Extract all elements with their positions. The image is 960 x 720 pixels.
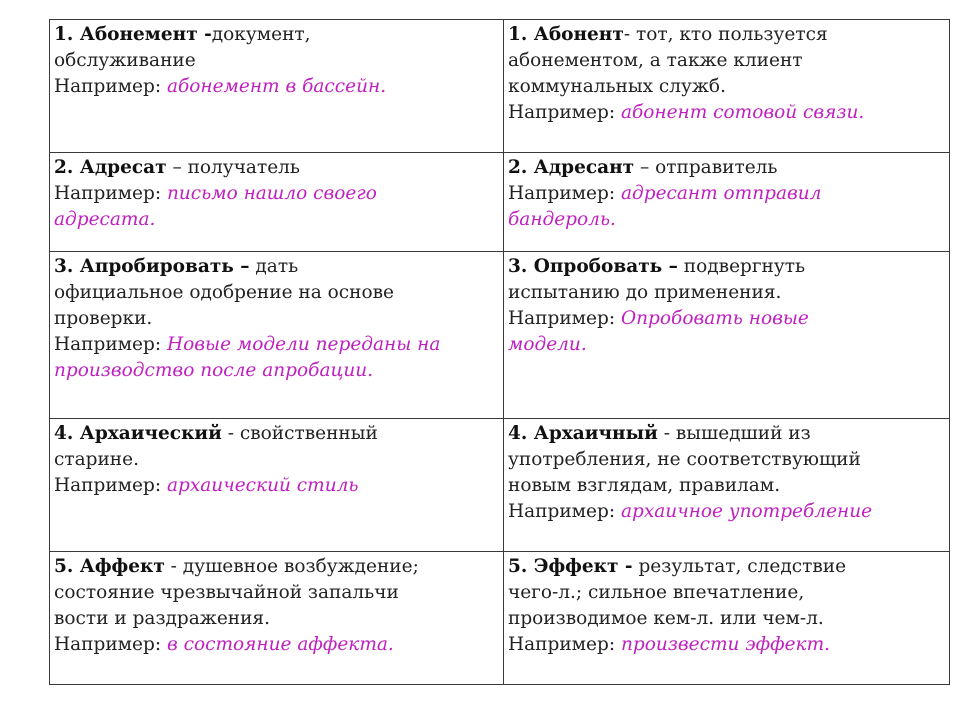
example: Новые модели переданы на производство после апробации. xyxy=(54,334,441,381)
example: Опробовать новые модели. xyxy=(508,308,809,355)
definition: - вышедший из употребления, не соответствующий новым взглядам, правилам. xyxy=(508,423,861,496)
table-cell xyxy=(504,552,950,685)
example-label: Например: xyxy=(508,183,621,204)
table-cell xyxy=(504,20,950,153)
table-cell xyxy=(504,419,950,552)
definition: – получатель xyxy=(166,157,300,178)
term: 4. Архаичный xyxy=(508,423,658,444)
definition: дать официальное одобрение на основе проверки. xyxy=(54,256,394,329)
example-label: Например: xyxy=(54,76,167,97)
definition: результат, следствие чего-л.; сильное впечатление, производимое кем-л. или чем-л. xyxy=(508,556,847,629)
table-cell xyxy=(504,153,950,252)
term: 1. Абонент xyxy=(508,24,624,45)
example: в состояние аффекта. xyxy=(166,634,394,655)
example-label: Например: xyxy=(54,183,167,204)
table-cell xyxy=(50,153,504,252)
definition: - свойственный старине. xyxy=(54,423,378,470)
term: 2. Адресант xyxy=(508,157,635,178)
example-label: Например: xyxy=(54,475,167,496)
definition: подвергнуть испытанию до применения. xyxy=(508,256,806,303)
example: письмо нашло своего адресата. xyxy=(54,183,377,230)
term: 1. Абонемент - xyxy=(54,24,212,45)
example: произвести эффект. xyxy=(620,634,831,655)
term: 2. Адресат xyxy=(54,157,167,178)
term: 4. Архаический xyxy=(54,423,222,444)
definition: - душевное возбуждение; состояние чрезвычайной запальчи вости и раздражения. xyxy=(54,556,419,629)
table-cell xyxy=(50,252,504,419)
example-label: Например: xyxy=(54,634,167,655)
table-row xyxy=(50,20,950,153)
example: архаичное употребление xyxy=(620,501,873,522)
table-cell xyxy=(50,552,504,685)
example-label: Например: xyxy=(508,308,621,329)
table-cell xyxy=(504,252,950,419)
example: абонент сотовой связи. xyxy=(620,102,865,123)
example: адресант отправил бандероль. xyxy=(508,183,822,230)
example-label: Например: xyxy=(54,334,167,355)
table-row xyxy=(50,252,950,419)
table-cell xyxy=(50,20,504,153)
example: абонемент в бассейн. xyxy=(166,76,387,97)
example-label: Например: xyxy=(508,501,621,522)
term: 5. Аффект xyxy=(54,556,165,577)
term: 3. Опробовать – xyxy=(508,256,678,277)
table-row xyxy=(50,419,950,552)
term: 5. Эффект - xyxy=(508,556,633,577)
table-cell xyxy=(50,419,504,552)
definition: – отправитель xyxy=(634,157,778,178)
table-row xyxy=(50,552,950,685)
example: архаический стиль xyxy=(166,475,359,496)
paronyms-table xyxy=(49,19,950,685)
definition: документ, обслуживание xyxy=(54,24,311,71)
example-label: Например: xyxy=(508,634,621,655)
term: 3. Апробировать – xyxy=(54,256,250,277)
example-label: Например: xyxy=(508,102,621,123)
definition: - тот, кто пользуется абонементом, а также клиент коммунальных служб. xyxy=(508,24,828,97)
table-row xyxy=(50,153,950,252)
